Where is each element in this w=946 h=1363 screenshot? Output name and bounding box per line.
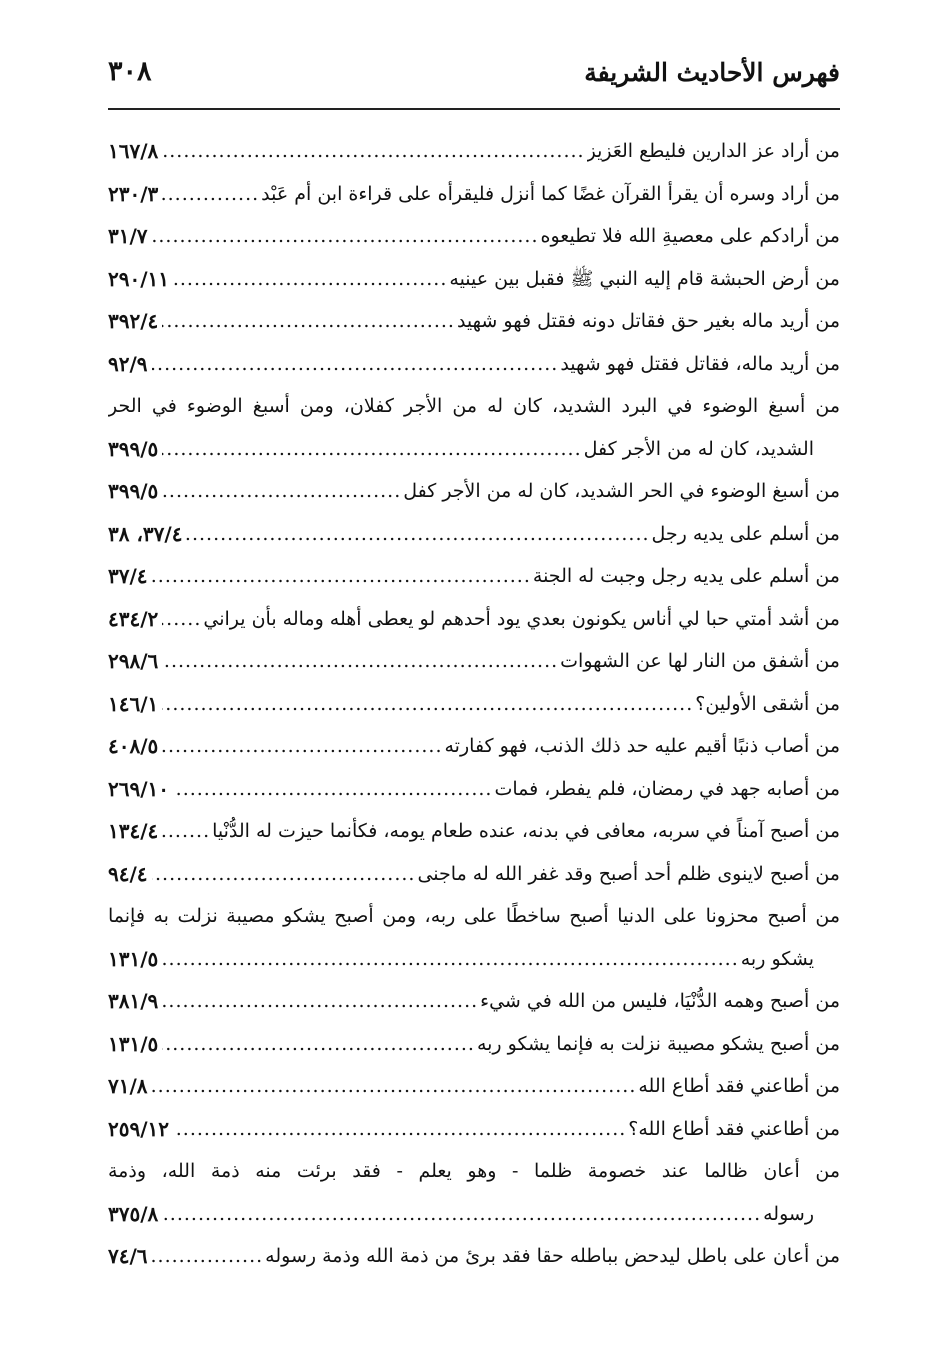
dot-leader [162,598,201,641]
entry-text: من أريد ماله بغير حق فقاتل دونه فقتل فهو شهيد [456,310,840,332]
index-entry [108,853,840,896]
index-entry [108,768,840,811]
index-entry [108,895,840,980]
entry-text: من أشفق من النار لها عن الشهوات [560,650,840,672]
entry-text-continued: يشكو ربه [740,947,814,970]
entry-reference: ١٦٧/٨ [108,139,159,163]
dot-leader [162,810,210,853]
entry-reference: ٢٩٠/١١ [108,266,170,291]
entry-reference: ٤٠٨/٥ [108,734,159,758]
index-entry [108,300,840,343]
index-entry [108,640,840,683]
page-title: فهرس الأحاديث الشريفة [584,58,840,87]
entry-text: من أراد وسره أن يقرأ القرآن غضًا كما أنزل فليقرأه على قراءة ابن أم عَبْد [261,182,840,205]
dot-leader [152,853,416,896]
entry-reference: ١٣١/٥ [108,946,159,971]
entry-reference: ١٣١/٥ [108,1031,159,1056]
entry-text: من أصبح يشكو مصيبة نزلت به فإنما يشكو ربه [476,1032,840,1055]
entry-reference: ٣٩٢/٤ [108,309,159,333]
dot-leader [152,343,559,386]
index-entry [108,215,840,258]
entry-reference: ٢٦٩/١٠ [108,776,170,801]
entry-reference: ١٤٦/١ [108,691,159,716]
entry-text: من أصابه جهد في رمضان، فلم يفطر، فمات [494,777,840,800]
index-entry [108,1108,840,1151]
entry-text: من أرض الحبشة قام إليه النبي ﷺ فقبل بين عينيه [449,267,840,290]
hadith-index-list [108,130,840,1278]
entry-reference: ١٣٤/٤ [108,819,159,843]
dot-leader [186,513,649,556]
entry-text: من أريد ماله، فقاتل فقتل فهو شهيد [560,352,840,375]
dot-leader [162,1193,761,1236]
entry-reference: ٣٧/٤ [108,564,148,588]
entry-text: من أراد عز الدارين فليطع العَزيز [586,140,840,162]
entry-text: من أسلم على يديه رجل وجبت له الجنة [532,565,840,587]
entry-text-continued: رسوله [763,1202,814,1225]
entry-text: من أسبغ الوضوء في الحر الشديد، كان له من الأجر كفل [403,480,840,502]
entry-reference: ٩٤/٤ [108,861,148,886]
entry-text: من أشد أمتي حبا لي أناس يكونون بعدي يود أحدهم لو يعطى أهله وماله بأن يراني [203,607,840,630]
dot-leader [162,980,478,1023]
index-entry [108,130,840,173]
dot-leader [162,640,558,683]
entry-reference: ٣١/٧ [108,224,148,248]
entry-text: من أصبح وهمه الدُّنْيَا، فليس من الله في شيء [480,990,840,1012]
dot-leader [173,768,492,811]
dot-leader [152,215,539,258]
entry-reference: ٤٣٤/٢ [108,606,159,631]
entry-text: من أصبح لاينوى ظلم أحد أصبح وقد غفر الله له ماجنى [417,862,840,885]
entry-text: من أصاب ذنبًا أقيم عليه حد ذلك الذنب، فهو كفارته [444,735,840,757]
dot-leader [162,938,738,981]
index-entry [108,725,840,768]
dot-leader [162,428,581,471]
dot-leader [162,1023,475,1066]
index-entry [108,343,840,386]
entry-text: من أسبغ الوضوء في البرد الشديد، كان له من الأجر كفلان، ومن أسبغ الوضوء في الحر [108,395,840,417]
entry-text: من أطاعني فقد أطاع الله [638,1075,840,1097]
entry-reference: ٧١/٨ [108,1074,148,1098]
entry-reference: ٣٧٥/٨ [108,1201,159,1226]
dot-leader [152,555,531,598]
header-divider [108,108,840,110]
entry-text: من أرادكم على معصيةِ الله فلا تطيعوه [540,225,840,247]
index-entry [108,1235,840,1278]
entry-reference: ٣٨١/٩ [108,989,159,1013]
index-entry [108,1023,840,1066]
index-entry [108,258,840,301]
entry-reference: ٣٩٩/٥ [108,436,159,461]
index-entry [108,173,840,216]
index-entry [108,1065,840,1108]
entry-reference: ٩٢/٩ [108,351,148,376]
dot-leader [152,1235,264,1278]
index-entry [108,598,840,641]
index-entry [108,385,840,470]
dot-leader [162,725,442,768]
index-entry [108,513,840,556]
index-entry [108,470,840,513]
dot-leader [152,1065,637,1108]
entry-reference: ٣٩٩/٥ [108,479,159,503]
entry-reference: ٧٤/٦ [108,1244,148,1268]
dot-leader [173,258,447,301]
dot-leader [162,300,455,343]
entry-text: من أصبح محزونا على الدنيا أصبح ساخطًا على ربه، ومن أصبح يشكو مصيبة نزلت به فإنما [108,905,840,927]
page-header [108,54,840,98]
index-entry [108,1150,840,1235]
dot-leader [162,470,401,513]
index-entry [108,683,840,726]
entry-text: من أعان ظالما عند خصومة ظلما - وهو يعلم - فقد برئت منه ذمة الله، وذمة [108,1160,840,1182]
index-entry [108,980,840,1023]
entry-text: من أعان على باطل ليدحض بباطله حقا فقد برئ من ذمة الله وذمة رسوله [265,1245,840,1267]
page-number: ٣٠٨ [108,56,152,87]
entry-reference: ٢٣٠/٣ [108,181,159,206]
entry-reference: ٢٩٨/٦ [108,649,159,673]
index-entry [108,810,840,853]
entry-reference: ٢٥٩/١٢ [108,1116,170,1141]
entry-text: من أصبح آمناً في سربه، معافى في بدنه، عنده طعام يومه، فكأنما حيزت له الدُّنْيا [212,820,840,842]
entry-text: من أشقى الأولين؟ [695,692,840,715]
entry-text: من أسلم على يديه رجل [651,522,840,545]
dot-leader [162,683,693,726]
index-entry [108,555,840,598]
dot-leader [162,173,259,216]
dot-leader [162,130,584,173]
entry-text: من أطاعني فقد أطاع الله؟ [628,1117,840,1140]
entry-text-continued: الشديد، كان له من الأجر كفل [583,437,814,460]
dot-leader [173,1108,626,1151]
entry-reference: ٣٧/٤، ٣٨ [108,521,183,546]
